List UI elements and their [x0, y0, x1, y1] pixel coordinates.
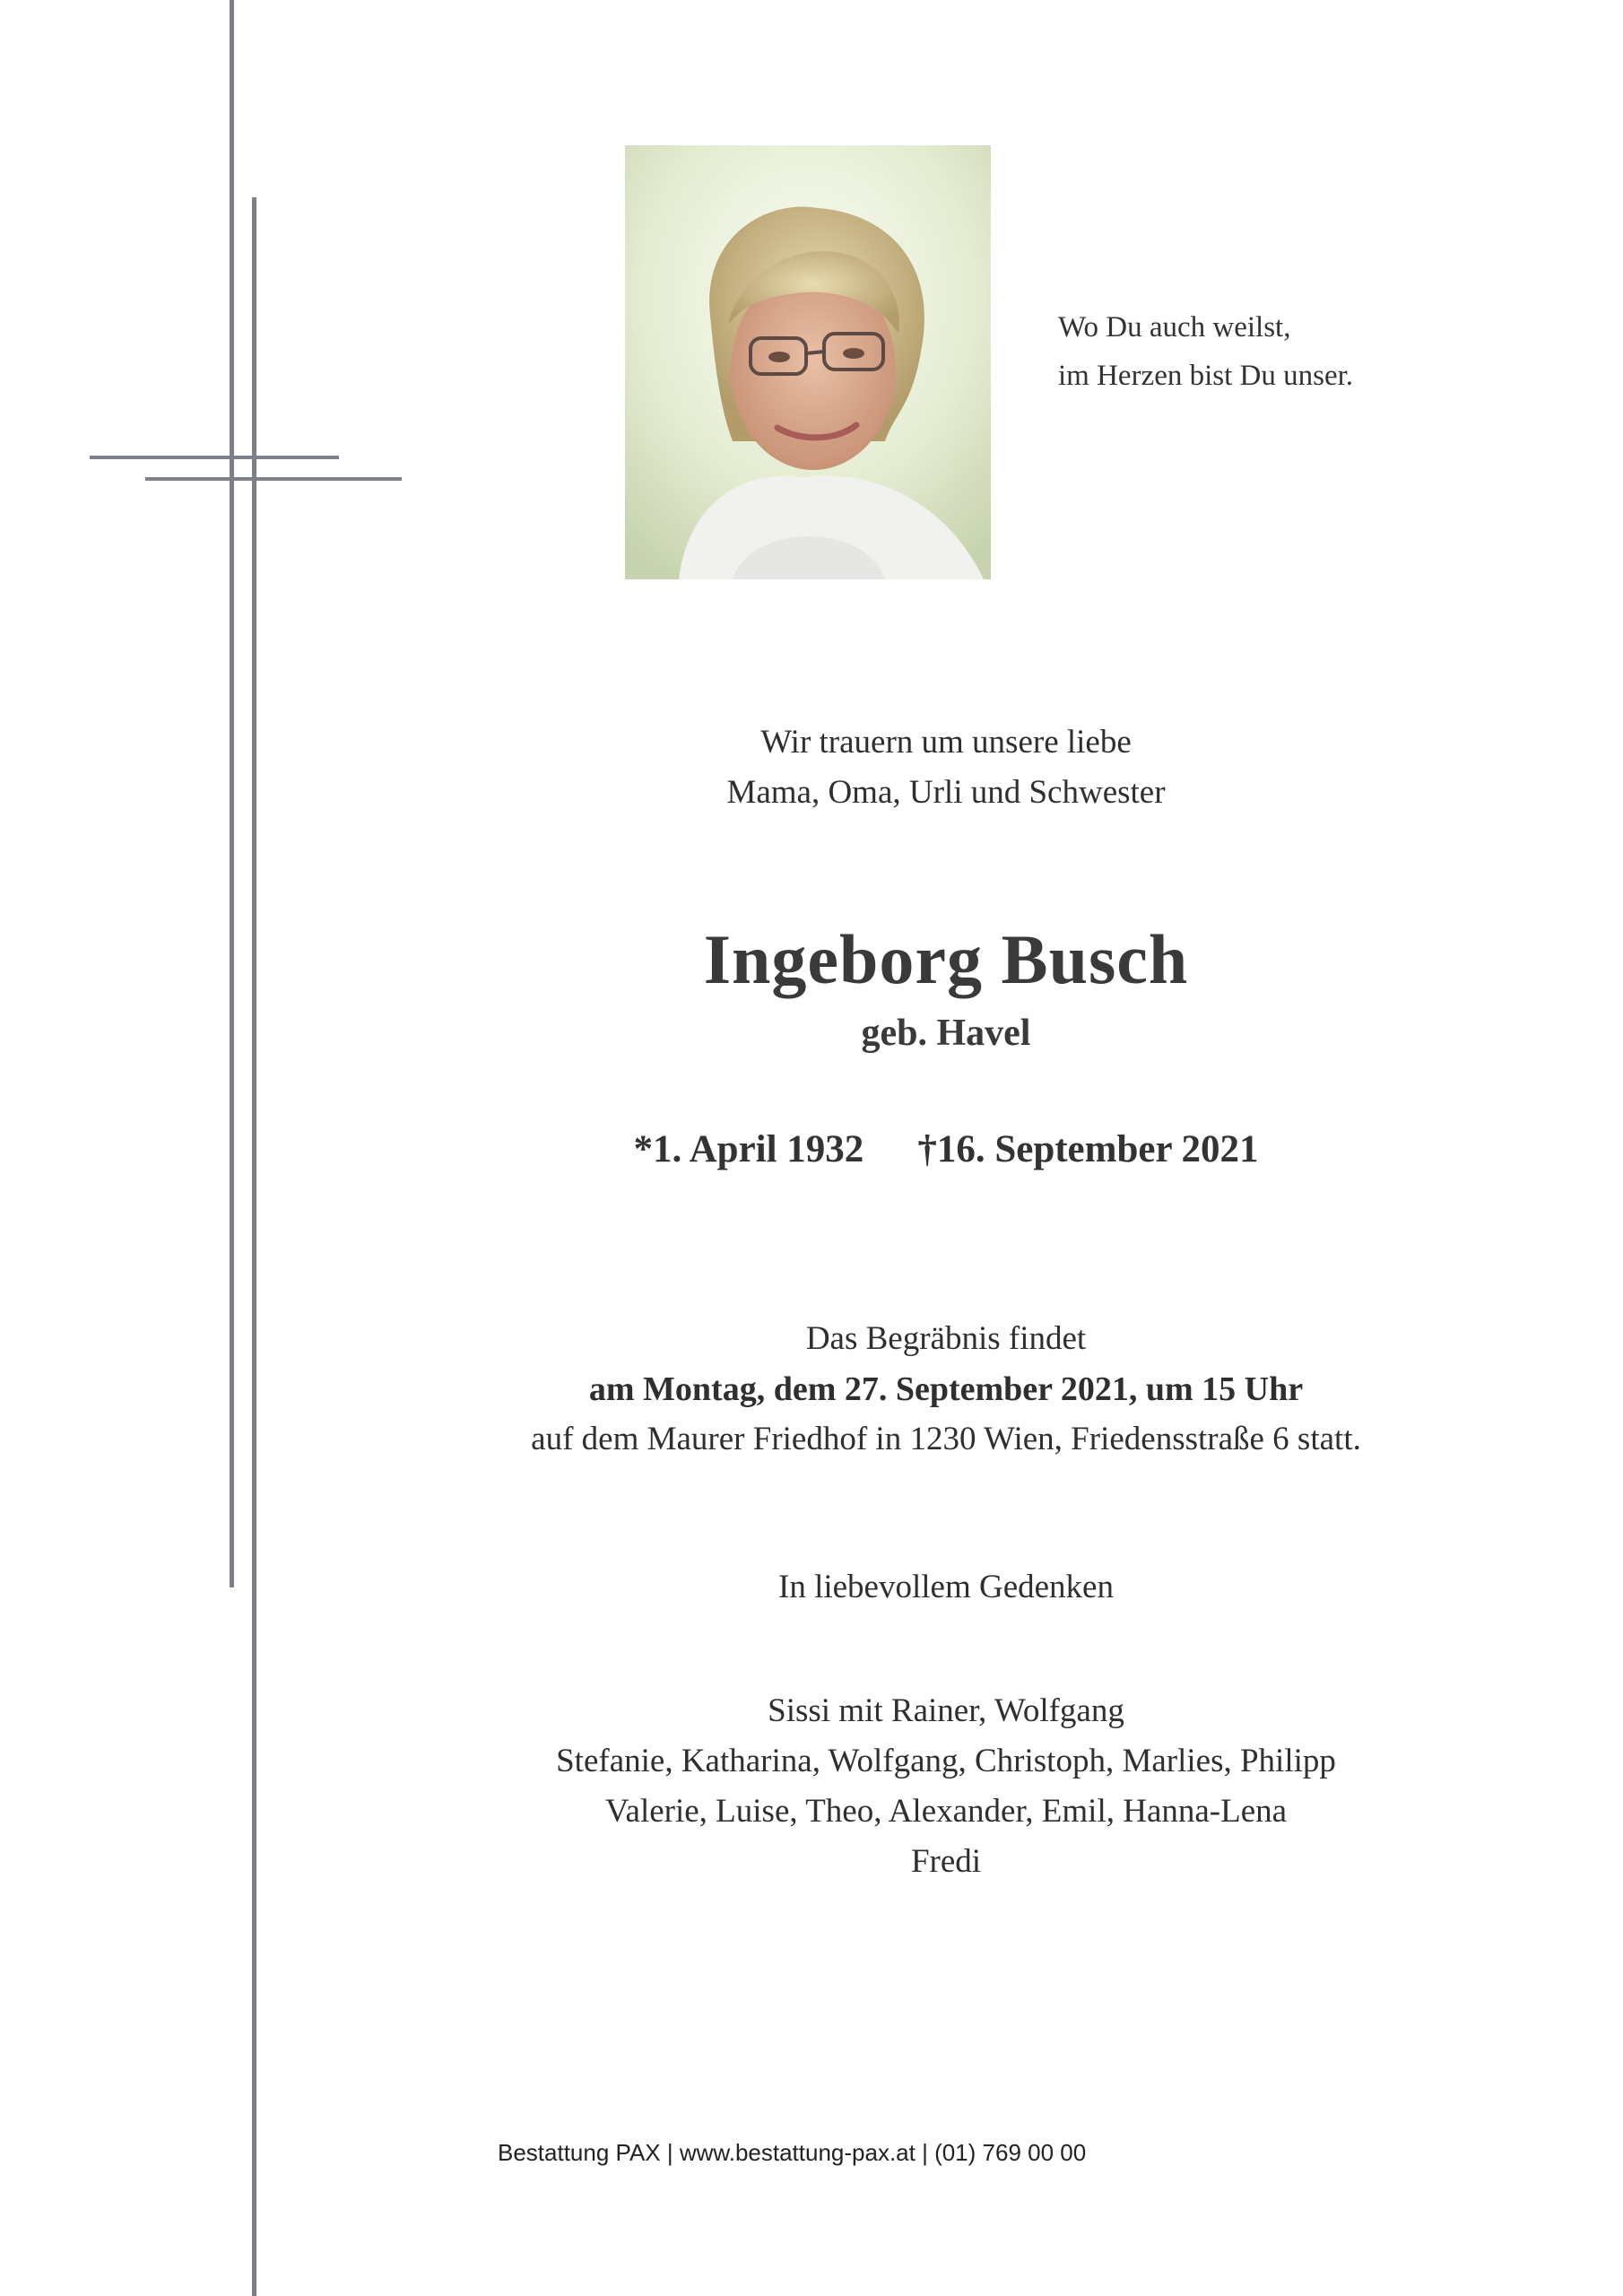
quote-line: Wo Du auch weilst,	[1058, 311, 1291, 344]
family-line: Fredi	[910, 1843, 982, 1880]
portrait-photo	[625, 145, 991, 579]
funeral-home-footer: Bestattung PAX | www.bestattung-pax.at | (01) 769 00 00	[498, 2139, 1087, 2166]
cross-vertical-line-right	[252, 197, 256, 2296]
funeral-location: auf dem Maurer Friedhof in 1230 Wien, Friedensstraße 6 statt.	[531, 1421, 1361, 1457]
deceased-name: Ingeborg Busch	[703, 920, 1189, 998]
memorial-quote	[1058, 303, 1560, 400]
cross-vertical-line-left	[230, 0, 234, 1587]
life-dates	[448, 1123, 1444, 1177]
funeral-info	[448, 1314, 1444, 1465]
family-list	[448, 1686, 1444, 1887]
intro-line: Mama, Oma, Urli und Schwester	[726, 774, 1166, 811]
maiden-name: geb. Havel	[861, 1013, 1031, 1054]
intro-line: Wir trauern um unsere liebe	[760, 724, 1132, 761]
funeral-line: Das Begräbnis findet	[805, 1320, 1087, 1357]
family-line: Valerie, Luise, Theo, Alexander, Emil, Hanna-Lena	[604, 1793, 1288, 1830]
family-line: Sissi mit Rainer, Wolfgang	[768, 1692, 1124, 1729]
cross-horizontal-line-upper	[90, 456, 339, 459]
cross-horizontal-line-lower	[145, 477, 402, 481]
in-memory-text: In liebevollem Gedenken	[778, 1569, 1114, 1605]
birth-date: *1. April 1932	[633, 1128, 864, 1170]
mourning-intro	[448, 718, 1444, 818]
death-date: †16. September 2021	[917, 1128, 1259, 1170]
quote-line: im Herzen bist Du unser.	[1058, 360, 1354, 392]
funeral-date-time: am Montag, dem 27. September 2021, um 15 Uhr	[588, 1370, 1304, 1408]
family-line: Stefanie, Katharina, Wolfgang, Christoph, Marlies, Philipp	[556, 1743, 1336, 1779]
